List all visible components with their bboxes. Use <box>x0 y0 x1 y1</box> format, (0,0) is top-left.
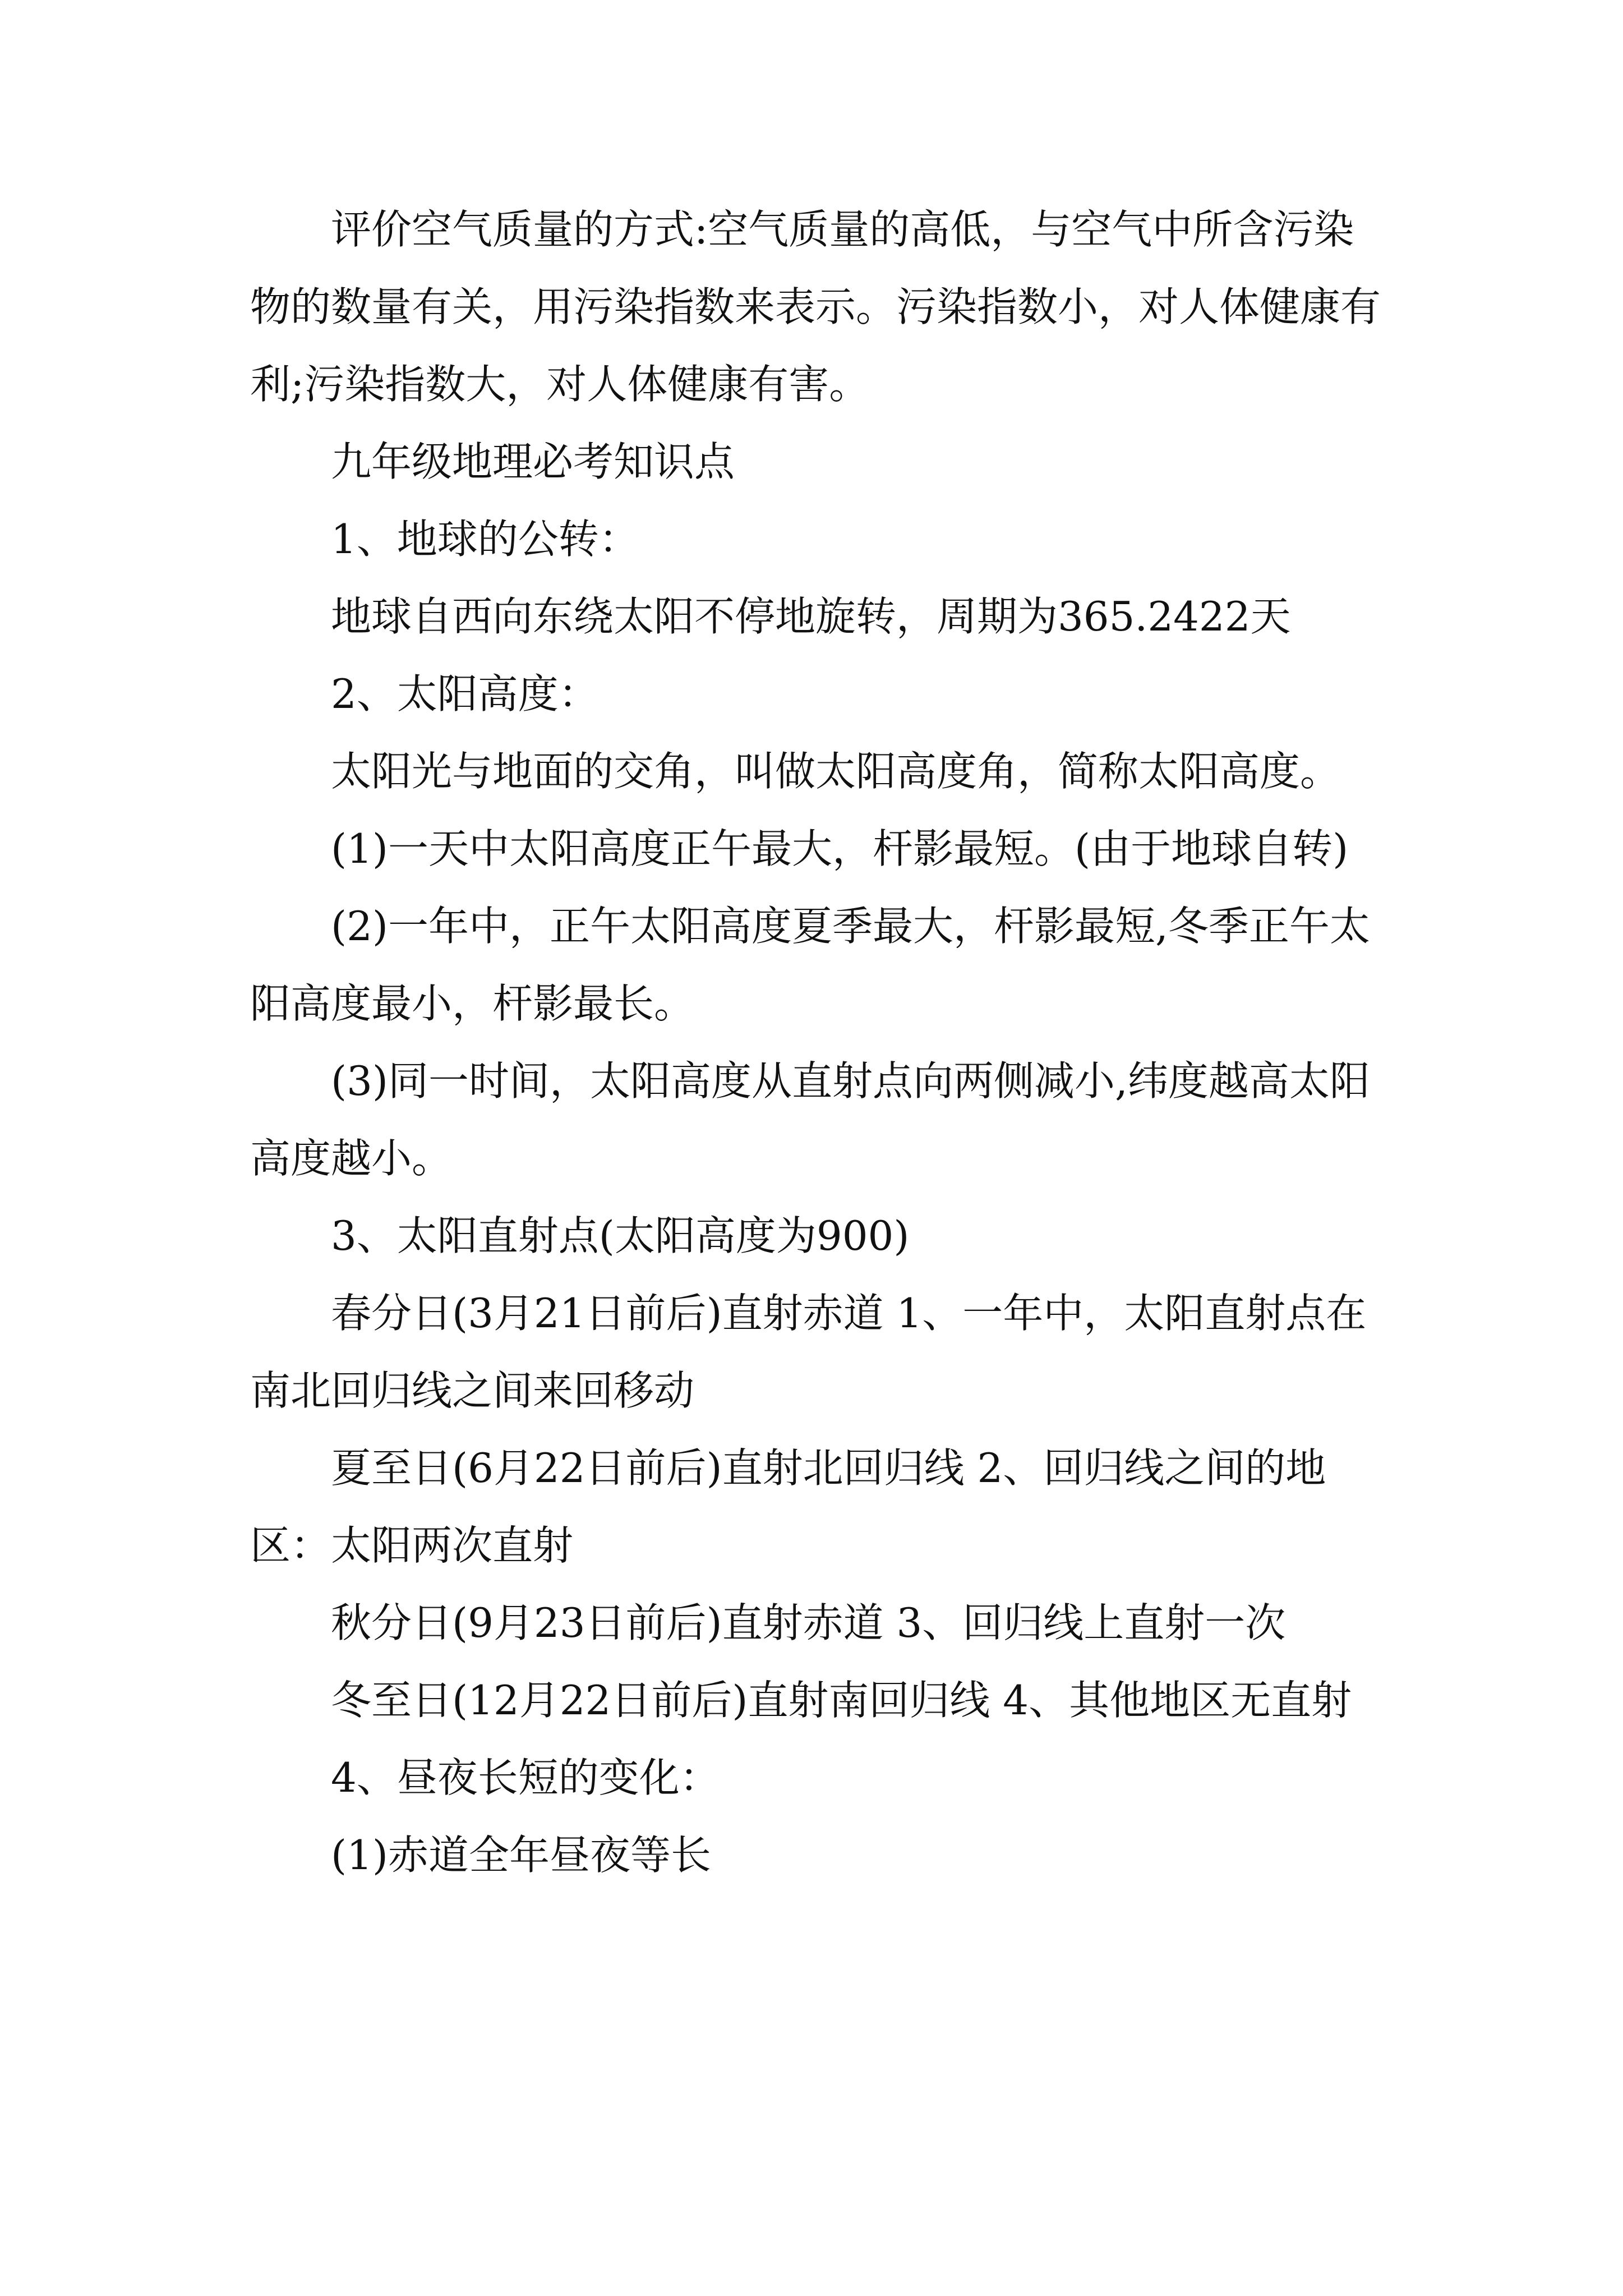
paragraph-winter-solstice: 冬至日(12月22日前后)直射南回归线 4、其他地区无直射 <box>331 1677 1352 1724</box>
paragraph-point-2: (2)一年中，正午太阳高度夏季最大，杆影最短,冬季正午太阳高度最小，杆影最长。 <box>250 903 1370 1027</box>
paragraph-air-quality: 评价空气质量的方式:空气质量的高低，与空气中所含污染物的数量有关，用污染指数来表示。污染指数小，对人体健康有利;污染指数大，对人体健康有害。 <box>250 206 1381 408</box>
paragraph-point-1: (1)一天中太阳高度正午最大，杆影最短。(由于地球自转) <box>331 825 1349 872</box>
paragraph-summer-solstice: 夏至日(6月22日前后)直射北回归线 2、回归线之间的地区：太阳两次直射 <box>250 1444 1326 1569</box>
heading-solar-altitude: 2、太阳高度： <box>331 670 599 717</box>
heading-day-night-length: 4、昼夜长短的变化： <box>331 1754 720 1801</box>
heading-direct-point: 3、太阳直射点(太阳高度为900) <box>331 1212 910 1259</box>
paragraph-solar-altitude-def: 太阳光与地面的交角，叫做太阳高度角，简称太阳高度。 <box>331 748 1341 795</box>
paragraph-autumn-equinox: 秋分日(9月23日前后)直射赤道 3、回归线上直射一次 <box>331 1599 1286 1646</box>
paragraph-spring-equinox: 春分日(3月21日前后)直射赤道 1、一年中，太阳直射点在南北回归线之间来回移动 <box>250 1290 1367 1414</box>
paragraph-point-3: (3)同一时间，太阳高度从直射点向两侧减小,纬度越高太阳高度越小。 <box>250 1057 1370 1182</box>
paragraph-equator: (1)赤道全年昼夜等长 <box>331 1832 711 1879</box>
section-title: 九年级地理必考知识点 <box>331 438 735 485</box>
heading-earth-revolution: 1、地球的公转： <box>331 516 639 563</box>
paragraph-revolution: 地球自西向东绕太阳不停地旋转，周期为365.2422天 <box>331 593 1291 640</box>
document-body <box>250 191 1383 1894</box>
